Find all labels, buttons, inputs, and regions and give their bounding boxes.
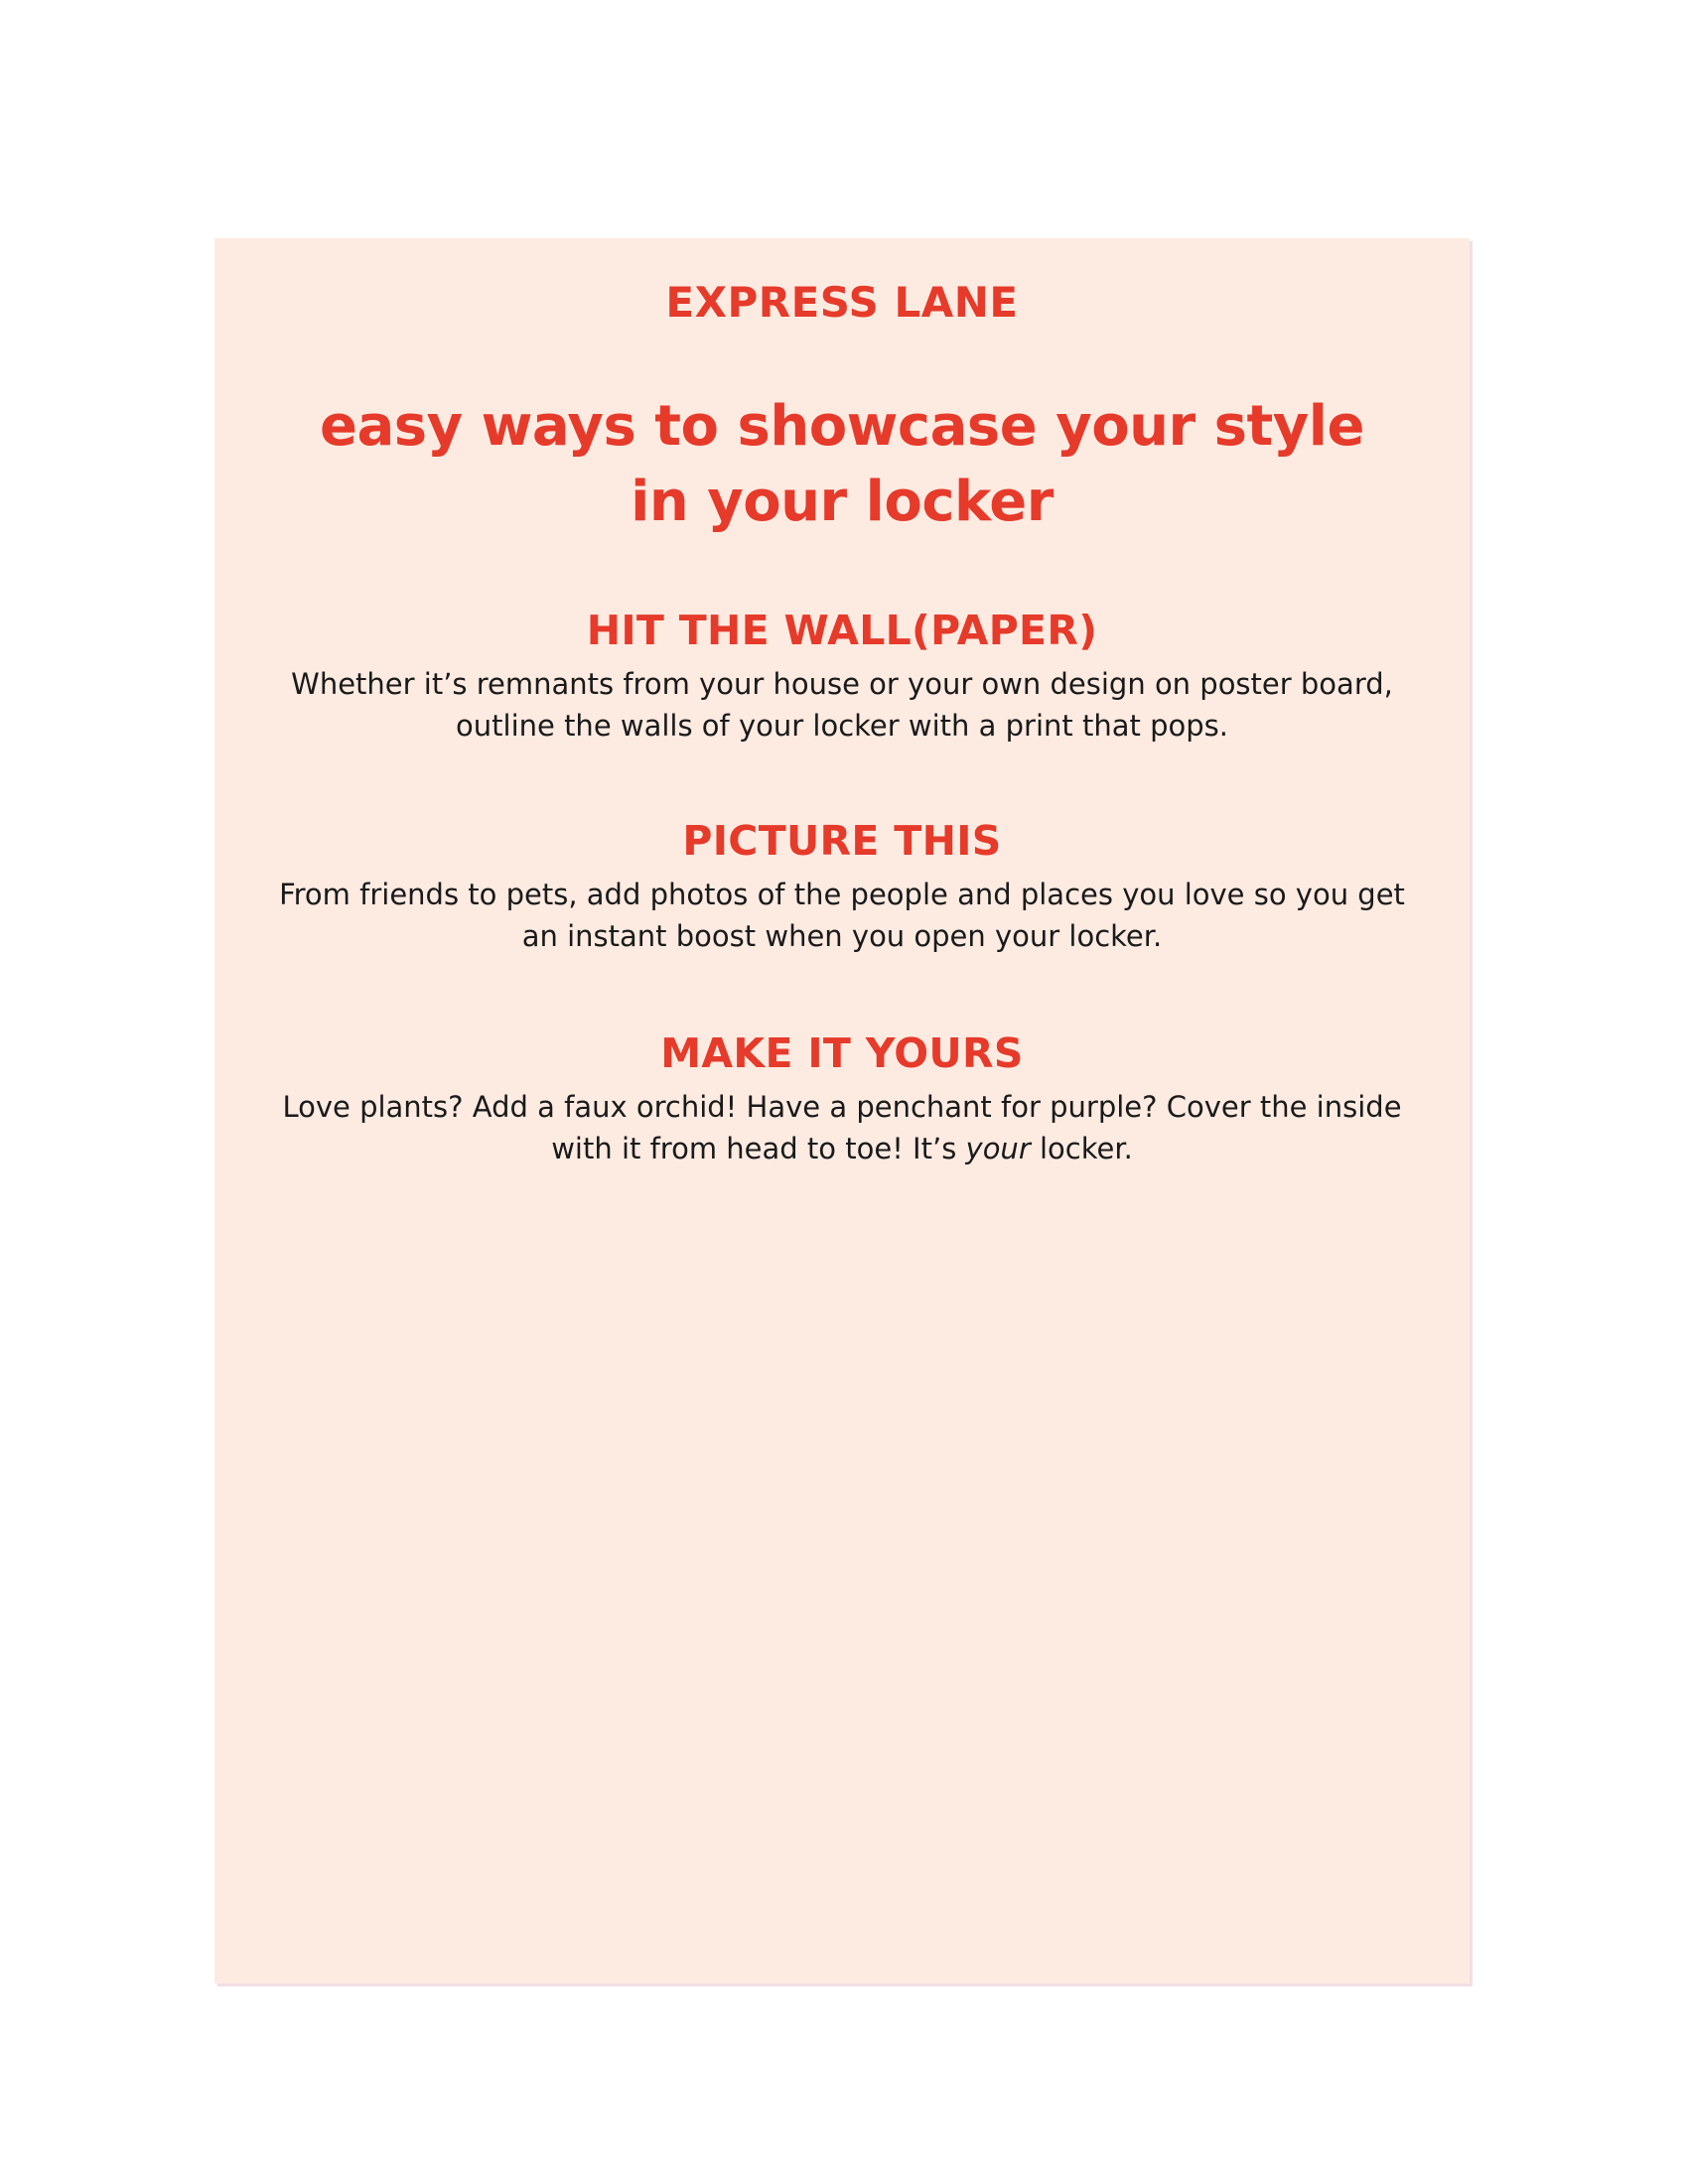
tip-hit-the-wallpaper bbox=[274, 604, 1410, 747]
tip-body-text-end: locker. bbox=[1030, 1132, 1133, 1165]
page-headline: easy ways to showcase your style in your locker bbox=[320, 394, 1364, 534]
section-label: EXPRESS LANE bbox=[665, 278, 1019, 327]
tip-body: Whether it’s remnants from your house or your own design on poster board, outline the walls of your locker with a print that pops. bbox=[291, 667, 1393, 743]
tip-title: PICTURE THIS bbox=[682, 817, 1002, 865]
tip-body-text: Love plants? Add a faux orchid! Have a penchant for purple? Cover the inside with it from head to toe! It’s bbox=[282, 1090, 1402, 1165]
tip-body-emphasis: your bbox=[965, 1132, 1031, 1165]
content-panel bbox=[214, 238, 1470, 1983]
tip-make-it-yours bbox=[274, 1026, 1410, 1169]
tip-title: MAKE IT YOURS bbox=[660, 1029, 1024, 1077]
tip-body: From friends to pets, add photos of the people and places you love so you get an instant boost when you open your locker. bbox=[279, 878, 1405, 953]
tip-picture-this bbox=[274, 814, 1410, 957]
tip-title: HIT THE WALL(PAPER) bbox=[586, 607, 1098, 654]
tip-body bbox=[274, 1086, 1410, 1169]
